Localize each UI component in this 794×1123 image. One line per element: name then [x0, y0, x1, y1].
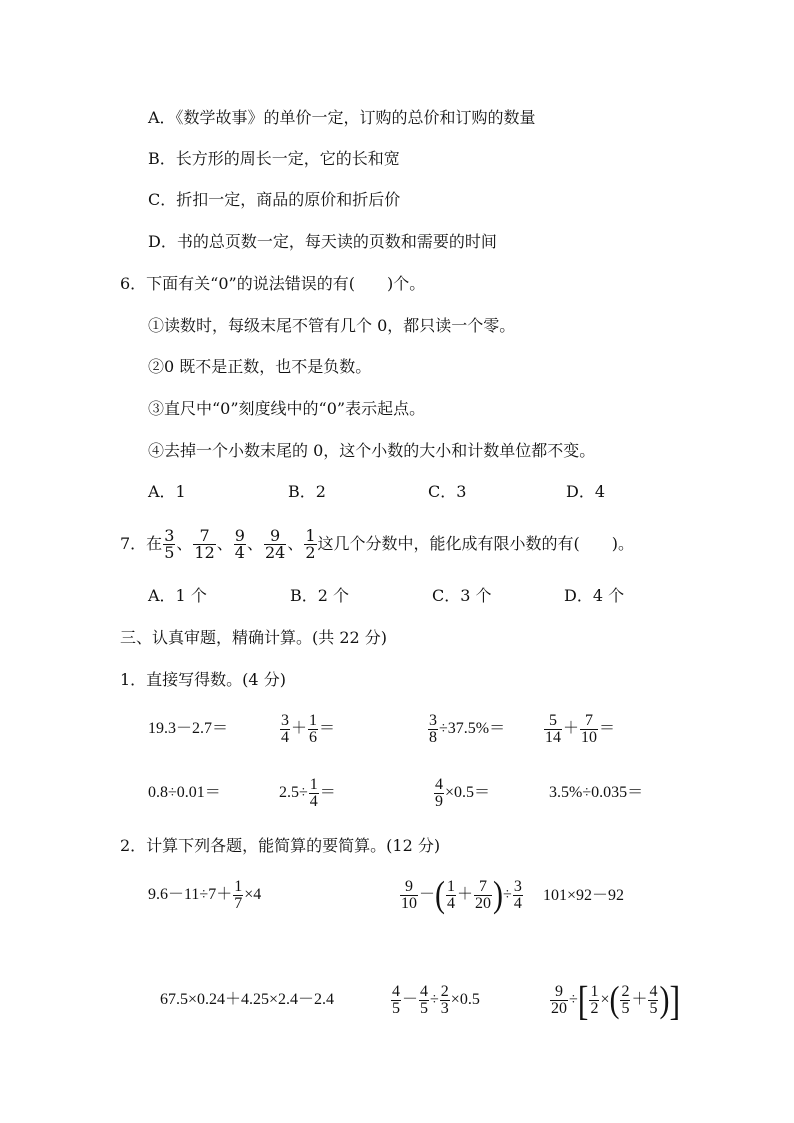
section-3-title: 三、认真审题，精确计算。(共 22 分)	[120, 628, 388, 647]
q7-suffix: 这几个分数中，能化成有限小数的有( )。	[317, 534, 635, 553]
q7-option-c: C．3 个	[432, 586, 492, 605]
separator: 、	[176, 534, 193, 553]
fraction: $\frac{9}{4}$	[234, 526, 245, 562]
q6-stem: 6．下面有关“0”的说法错误的有( )个。	[120, 274, 426, 293]
fraction: $\frac{9}{10}$	[401, 877, 417, 912]
fraction: $\frac{1}{4}$	[447, 877, 456, 912]
q6-statement-3: ③直尺中“0”刻度线中的“0”表示起点。	[148, 399, 426, 418]
q5-option-c: C．折扣一定，商品的原价和折后价	[148, 190, 401, 209]
fraction: $\frac{5}{14}$	[545, 711, 561, 746]
q5-option-d: D．书的总页数一定，每天读的页数和需要的时间	[148, 232, 497, 251]
fraction: $\frac{3}{8}$	[429, 711, 437, 746]
separator: 、	[216, 534, 233, 553]
calc-1-6: 2.5÷ $\frac{1}{4}$ ＝	[279, 775, 336, 810]
fraction: $\frac{4}{5}$	[649, 982, 658, 1017]
fraction: $\frac{7}{12}$	[194, 526, 215, 562]
calc-1-2: $\frac{3}{4}$ ＋ $\frac{1}{6}$ ＝	[281, 711, 336, 746]
left-paren: (	[609, 979, 620, 1021]
fraction: $\frac{9}{24}$	[264, 526, 286, 562]
fraction: $\frac{1}{4}$	[309, 775, 318, 810]
calc-1-5: 0.8÷0.01＝	[148, 784, 221, 801]
calc-1-7: $\frac{4}{9}$ ×0.5＝	[435, 775, 491, 810]
section-3-q1-title: 1．直接写得数。(4 分)	[120, 670, 286, 689]
q5-option-b: B．长方形的周长一定，它的长和宽	[148, 149, 400, 168]
q7-option-d: D．4 个	[564, 586, 625, 605]
fraction: $\frac{4}{5}$	[420, 982, 429, 1017]
left-paren: (	[435, 874, 446, 916]
fraction: $\frac{1}{2}$	[590, 982, 599, 1017]
calc-1-3: $\frac{3}{8}$ ÷37.5%＝	[429, 711, 506, 746]
calc-2-3: 101×92－92	[543, 887, 625, 904]
q7-prefix: 7．在	[120, 534, 163, 553]
q6-statement-4: ④去掉一个小数末尾的 0，这个小数的大小和计数单位都不变。	[148, 441, 596, 460]
separator: 、	[287, 534, 304, 553]
fraction: $\frac{2}{5}$	[621, 982, 630, 1017]
fraction: $\frac{4}{9}$	[435, 775, 443, 810]
fraction: $\frac{1}{7}$	[234, 877, 243, 912]
left-bracket: [	[577, 976, 589, 1024]
right-bracket: ]	[669, 976, 681, 1024]
fraction: $\frac{2}{3}$	[440, 982, 449, 1017]
q6-statement-1: ①读数时，每级末尾不管有几个 0，都只读一个零。	[148, 316, 516, 335]
calc-2-1: 9.6－11÷7＋ $\frac{1}{7}$ ×4	[148, 877, 262, 912]
fraction: $\frac{7}{10}$	[581, 711, 598, 746]
q7-option-a: A．1 个	[148, 586, 207, 605]
q7-option-b: B．2 个	[290, 586, 350, 605]
q6-option-a: A．1	[148, 482, 186, 501]
q6-option-b: B．2	[288, 482, 326, 501]
calc-1-8: 3.5%÷0.035＝	[549, 784, 644, 801]
fraction: $\frac{1}{2}$	[305, 526, 316, 562]
q6-option-d: D．4	[566, 482, 606, 501]
fraction: $\frac{3}{4}$	[513, 877, 522, 912]
fraction: $\frac{1}{6}$	[309, 711, 318, 746]
fraction: $\frac{9}{20}$	[551, 982, 567, 1017]
q5-option-a: A．《数学故事》的单价一定，订购的总价和订购的数量	[148, 108, 536, 127]
right-paren: )	[659, 979, 670, 1021]
q6-statement-2: ②0 既不是正数，也不是负数。	[148, 357, 372, 376]
calc-2-5: $\frac{4}{5}$ － $\frac{4}{5}$ ÷ $\frac{2}{3}$ ×0.5	[392, 982, 480, 1017]
section-3-q2-title: 2．计算下列各题，能简算的要简算。(12 分)	[120, 836, 441, 855]
calc-2-6: $\frac{9}{20}$ ÷[ $\frac{1}{2}$ ×( $\frac{2}{5}$ ＋ $\frac{4}{5}$ )]	[551, 976, 681, 1024]
fraction: $\frac{7}{20}$	[475, 877, 492, 912]
q7-stem	[120, 526, 634, 562]
right-paren: )	[493, 874, 504, 916]
fraction: $\frac{4}{5}$	[392, 982, 400, 1017]
fraction: $\frac{3}{5}$	[164, 526, 175, 562]
fraction: $\frac{3}{4}$	[281, 711, 289, 746]
separator: 、	[246, 534, 263, 553]
q6-option-c: C．3	[428, 482, 467, 501]
calc-1-4: $\frac{5}{14}$ ＋ $\frac{7}{10}$ ＝	[545, 711, 616, 746]
calc-2-4: 67.5×0.24＋4.25×2.4－2.4	[160, 991, 335, 1008]
calc-1-1: 19.3－2.7＝	[148, 720, 229, 737]
calc-2-2: $\frac{9}{10}$ －( $\frac{1}{4}$ ＋ $\frac{7}{20}$ )÷ $\frac{3}{4}$	[401, 874, 522, 916]
